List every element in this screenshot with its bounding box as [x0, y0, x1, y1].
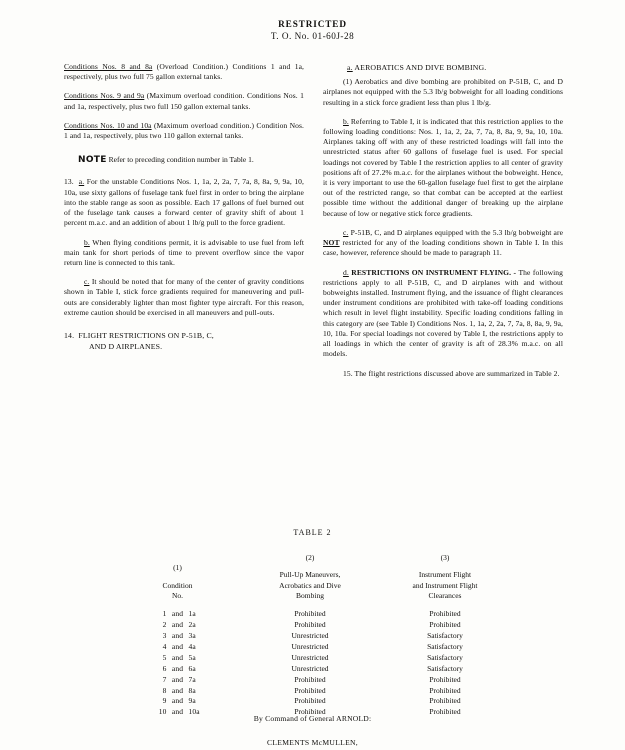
condition-number-b: 4a	[188, 641, 196, 651]
cell-condition-no	[113, 696, 243, 707]
paragraph-d-letter: d.	[343, 267, 349, 277]
cell-pullup-status: Prohibited	[294, 674, 326, 684]
table-row	[113, 663, 513, 674]
table-row	[113, 608, 513, 619]
paragraph-13a-letter: a.	[78, 177, 85, 187]
condition-conjunction: and	[171, 696, 184, 706]
condition-conjunction: and	[171, 685, 184, 695]
paragraph-13c-text: It should be noted that for many of the center of gravity conditions shown in Table I, stick force gradients required for maneuvering and pull-outs are considerably lighter than most fighter type aircraft. For this reason, extreme caution should be exercised in all maneuvers and pull-outs.	[64, 277, 304, 317]
paragraph-d	[323, 268, 563, 360]
by-command-line: By Command of General ARNOLD:	[253, 714, 372, 723]
condition-conjunction: and	[171, 641, 184, 651]
document-footer	[0, 714, 625, 747]
cell-pullup-status: Unrestricted	[291, 641, 329, 651]
table-header-row	[113, 553, 513, 608]
left-column	[64, 62, 304, 388]
table-row	[113, 652, 513, 663]
section-a-heading	[323, 62, 563, 73]
section-a-title: AEROBATICS AND DIVE BOMBING.	[352, 63, 487, 72]
condition-number-b: 9a	[188, 696, 196, 706]
column-1-line-1: Condition	[162, 580, 193, 590]
condition-number-b: 8a	[188, 685, 196, 695]
cell-instrument-status: Prohibited	[429, 685, 461, 695]
paragraph-a1-text: Aerobatics and dive bombing are prohibited on P-51B, C, and D airplanes not equipped with the 5.3 lb/g bobweight for all loading conditions resulting in a stick force gradient less than plus 1 lb/g.	[323, 77, 563, 107]
classification-marking: RESTRICTED	[278, 19, 347, 29]
condition-number-a: 2	[162, 619, 167, 629]
document-header	[0, 0, 625, 42]
condition-number-a: 3	[162, 630, 167, 640]
body-columns	[64, 62, 564, 388]
table-row	[113, 641, 513, 652]
condition-number-b: 3a	[188, 630, 196, 640]
cell-instrument-status: Prohibited	[429, 608, 461, 618]
condition-conjunction: and	[171, 630, 184, 640]
table-row	[113, 696, 513, 707]
table-2-head	[113, 553, 513, 608]
cell-pullup-status: Prohibited	[294, 685, 326, 695]
condition-number-b: 7a	[188, 674, 196, 684]
condition-number-a: 10	[158, 707, 167, 717]
table-row	[113, 630, 513, 641]
column-3-line-1: Instrument Flight	[418, 570, 472, 580]
condition-number-b: 1a	[188, 608, 196, 618]
note-text: Refer to preceding condition number in Table 1.	[108, 155, 254, 165]
section-14-line2: AND D AIRPLANES.	[89, 342, 163, 352]
paragraph-13c-letter: c.	[84, 277, 90, 287]
note-block	[64, 154, 304, 166]
cell-pullup-status: Unrestricted	[291, 663, 329, 673]
column-header-2	[243, 553, 378, 608]
paragraph-b-text: Referring to Table I, it is indicated that this restriction applies to the following loading conditions: Nos. 1, 1a, 2, 2a, 7, 7a, 8, 8a, 9, 9a, 10, 10a. Airplanes taking off with any of these restricted loadings will fall into the unrestricted status after 60 gallons of fuselage fuel is used. For special loadings not covered by Table I the restriction applies to all center of gravity positions aft of 27.2% m.a.c. for the airplanes without the bobweight. Hence, it is very important to use the 60-gallon fuselage fuel first to get the airplane out of the restricted range, so that combat can be accepted at the earliest possible time without the additional danger of breaking up the airplane because of low or negative stick force gradients.	[323, 116, 563, 218]
paragraph-13c	[64, 277, 304, 318]
condition-conjunction: and	[171, 674, 184, 684]
conditions-10-text: (Maximum overload condition.) Condition Nos. 1 and 1a, respectively, plus two 110 gallon external tanks.	[64, 120, 304, 141]
paragraph-c-text-2: restricted for any of the loading conditions shown in Table I. In this case, however, reference should be made to paragraph 11.	[323, 238, 563, 258]
cell-instrument-status: Prohibited	[429, 674, 461, 684]
conditions-8-label: Conditions Nos. 8 and 8a	[64, 62, 153, 71]
condition-number-a: 9	[162, 696, 167, 706]
cell-condition-no	[113, 619, 243, 630]
table-row	[113, 619, 513, 630]
paragraph-13a-text: For the unstable Conditions Nos. 1, 1a, 2, 2a, 7, 7a, 8, 8a, 9, 9a, 10, 10a, use sixty gallons of fuselage tank fuel first in order to bring the airplane into the stable range as soon as possible. Each 17 gallons of fuel burned out of the fuselage tank causes a forward center of gravity shift of about 1 percent m.a.c. and an addition of about 1 lb/g pull to the force gradient.	[64, 177, 305, 228]
column-1-line-2: No.	[171, 591, 184, 601]
paragraph-13b	[64, 238, 304, 269]
paragraph-a1-number: (1)	[343, 77, 353, 87]
conditions-10-label: Conditions Nos. 10 and 10a	[64, 120, 152, 130]
cell-pullup-status: Prohibited	[294, 608, 326, 618]
cell-instrument-status: Satisfactory	[427, 630, 463, 640]
condition-number-a: 1	[162, 608, 167, 618]
condition-number-a: 6	[162, 663, 167, 673]
conditions-8-text: (Overload Condition.) Conditions 1 and 1a, respectively, plus two full 75 gallon external tanks.	[64, 62, 304, 82]
condition-conjunction: and	[171, 652, 184, 662]
table-2-section	[0, 528, 625, 718]
section-a-letter: a.	[347, 63, 353, 72]
condition-conjunction: and	[171, 663, 184, 673]
paragraph-conditions-8	[64, 62, 304, 82]
condition-number-b: 6a	[188, 663, 196, 673]
cell-condition-no	[113, 630, 243, 641]
condition-conjunction: and	[171, 619, 184, 629]
table-row	[113, 685, 513, 696]
column-3-line-3: Clearances	[428, 591, 462, 601]
cell-pullup-status: Prohibited	[294, 696, 326, 706]
paragraph-13b-letter: b.	[84, 237, 90, 247]
paragraph-c-emphasis: NOT	[323, 238, 340, 248]
cell-instrument-status: Prohibited	[429, 707, 461, 717]
cell-condition-no	[113, 685, 243, 696]
cell-condition-no	[113, 652, 243, 663]
condition-number-a: 7	[162, 674, 167, 684]
paragraph-15-number: 15.	[343, 368, 353, 378]
column-1-number: (1)	[173, 563, 182, 573]
condition-number-a: 5	[162, 652, 167, 662]
cell-pullup-status: Prohibited	[294, 707, 326, 717]
paragraph-13b-text: When flying conditions permit, it is advisable to use fuel from left main tank for short periods of time to prevent overflow since the vapor return line is connected to this tank.	[64, 237, 304, 267]
column-header-1	[113, 553, 243, 608]
condition-number-b: 10a	[188, 707, 200, 717]
cell-pullup-status: Prohibited	[294, 619, 326, 629]
cell-instrument-status: Prohibited	[429, 619, 461, 629]
conditions-9-text: (Maximum overload condition. Conditions Nos. 1 and 1a, respectively, plus two full 150 gallon external tanks.	[64, 91, 304, 111]
paragraph-c-text-1: P-51B, C, and D airplanes equipped with the 5.3 lb/g bobweight are	[348, 227, 563, 237]
section-14-heading	[64, 330, 304, 352]
condition-number-b: 5a	[188, 652, 196, 662]
cell-pullup-status: Unrestricted	[291, 630, 329, 640]
cell-condition-no	[113, 674, 243, 685]
cell-condition-no	[113, 641, 243, 652]
paragraph-15-text: The flight restrictions discussed above are summarized in Table 2.	[352, 368, 560, 378]
cell-condition-no	[113, 663, 243, 674]
paragraph-a1	[323, 77, 563, 108]
table-row	[113, 674, 513, 685]
table-2	[113, 553, 513, 718]
table-2-title: TABLE 2	[293, 528, 332, 537]
column-3-line-2: and Instrument Flight	[412, 580, 478, 590]
column-2-number: (2)	[305, 553, 315, 562]
paragraph-c	[323, 228, 563, 259]
paragraph-b-letter: b.	[343, 116, 349, 126]
cell-pullup-status: Unrestricted	[291, 652, 329, 662]
conditions-9-label: Conditions Nos. 9 and 9a	[64, 91, 145, 101]
paragraph-d-heading: RESTRICTIONS ON INSTRUMENT FLYING. -	[348, 267, 517, 277]
cell-instrument-status: Satisfactory	[427, 663, 463, 673]
cell-instrument-status: Prohibited	[429, 696, 461, 706]
section-14-line1: FLIGHT RESTRICTIONS ON P-51B, C,	[78, 331, 214, 341]
paragraph-15	[323, 369, 563, 379]
technical-order-number: T. O. No. 01-60J-28	[270, 31, 355, 42]
column-2-line-3: Bombing	[296, 591, 324, 601]
cell-instrument-status: Satisfactory	[427, 652, 463, 662]
condition-conjunction: and	[171, 707, 184, 717]
paragraph-13-number: 13.	[64, 177, 74, 187]
column-3-number: (3)	[440, 553, 450, 562]
paragraph-conditions-9	[64, 91, 304, 111]
column-2-line-2: Acrobatics and Dive	[279, 580, 341, 590]
signature-name: CLEMENTS McMULLEN,	[266, 738, 359, 747]
column-header-3	[378, 553, 513, 608]
note-label: NOTE	[78, 155, 107, 166]
paragraph-conditions-10	[64, 121, 304, 141]
paragraph-b	[323, 117, 563, 219]
condition-number-b: 2a	[188, 619, 196, 629]
condition-number-a: 4	[162, 641, 167, 651]
column-2-line-1: Pull-Up Maneuvers,	[279, 570, 341, 580]
table-2-body	[113, 608, 513, 717]
paragraph-13a	[64, 177, 304, 228]
cell-instrument-status: Satisfactory	[427, 641, 463, 651]
section-14-number: 14.	[64, 331, 75, 341]
cell-condition-no	[113, 608, 243, 619]
paragraph-c-letter: c.	[343, 227, 349, 237]
right-column	[323, 62, 563, 388]
paragraph-d-text: The following restrictions apply to all P-51B, C, and D airplanes with and without bobweights installed. Instrument flying, and the issuance of flight clearances under instrument conditions are prohibited with take-off loading conditions which result in level flight instability. Specific loading conditions falling in this category are (see Table I) Conditions Nos. 1, 1a, 2, 2a, 7, 7a, 8, 8a, 9, 9a, 10, 10a. For special loadings not covered by Table I, the restrictions apply to all loadings in which the center of gravity is aft of 28.3% m.a.c. on all models.	[323, 267, 563, 359]
condition-number-a: 8	[162, 685, 167, 695]
condition-conjunction: and	[171, 608, 184, 618]
